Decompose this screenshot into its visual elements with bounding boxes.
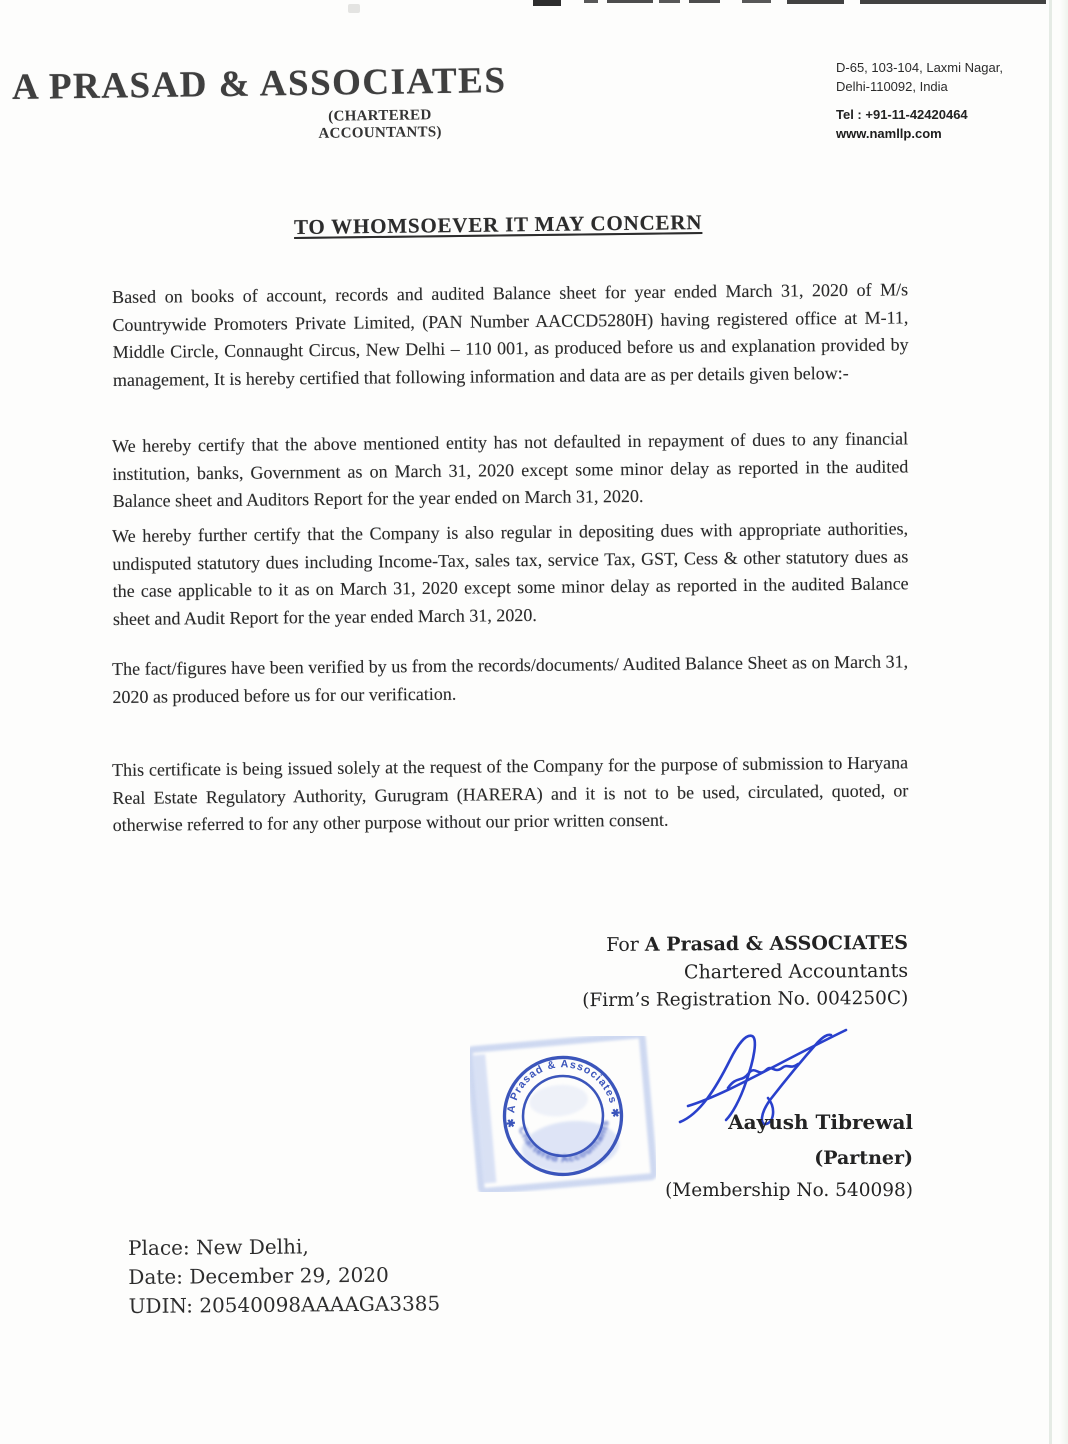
scan-smudge [348,4,360,13]
scan-artifact [659,0,680,3]
firm-subtitle: (CHARTERED ACCOUNTANTS) [318,107,442,142]
firm-stamp [470,1036,656,1192]
scan-artifact [742,0,771,3]
signer-name: Aayush Tibrewal [728,1110,913,1134]
paragraph-2: We hereby certify that the above mentioned entity has not defaulted in repayment of dues to any financial institution, banks, Government as on March 31, 2020 except some minor delay as reported in the audited Balance sheet and Auditors Report for the year ended on March 31, 2020. [112,428,909,511]
scan-crease [1049,0,1052,1444]
contact-block [836,58,1003,143]
scan-artifact [787,0,844,4]
stamp-bottom-text: Chartered Accountants [515,1119,612,1166]
signatory-firm-name: A Prasad & ASSOCIATES [644,931,908,956]
scan-edge [1060,0,1068,1444]
firm-name: A PRASAD & ASSOCIATES [11,60,507,108]
membership-number: (Membership No. 540098) [665,1180,913,1201]
letter-title: TO WHOMSOEVER IT MAY CONCERN [293,210,703,239]
scan-artifact [584,0,598,3]
paragraph-4: The fact/figures have been verified by us from the records/documents/ Audited Balance Sheet as on March 31, 2020 as produced before us for our verification. [112,651,909,707]
phone-number: Tel : +91-11-42420464 [836,107,968,122]
website-text: www.namllp.com [836,126,942,141]
address-line-2: Delhi-110092, India [836,79,948,94]
scan-artifact [689,0,720,3]
signer-block [665,1110,913,1201]
for-prefix: For [605,933,645,956]
scan-artifact [607,0,653,3]
paragraph-1: Based on books of account, records and audited Balance sheet for year ended March 31, 2020 of M/s Countrywide Promoters Private Limited, (PAN Number AACCD5280H) having registered office at M-11, Middle Circle, Connaught Circus, New Delhi – 110 001, as produced before us and explanation provided by management, It is hereby certified that following information and data are as per details given below:- [112,279,909,390]
signatory-block [582,929,909,1015]
signatory-firm-line [582,929,908,959]
place-line: Place: New Delhi, [128,1234,309,1260]
udin-line: UDIN: 20540098AAAAGA3385 [128,1291,441,1318]
address-line-1: D-65, 103-104, Laxmi Nagar, [836,60,1003,75]
firm-registration-number: (Firm’s Registration No. 004250C) [582,987,909,1012]
paragraph-5: This certificate is being issued solely at the request of the Company for the purpose of submission to Haryana Real Estate Regulatory Authority, Gurugram (HARERA) and it is not to be used, circulated, quoted, or otherwise referred to for any other purpose without our prior written consent. [112,752,909,835]
footer-block [128,1231,440,1321]
date-line: Date: December 29, 2020 [128,1262,389,1289]
paragraph-3: We hereby further certify that the Company is also regular in depositing dues with appropriate authorities, undisputed statutory dues including Income-Tax, sales tax, service Tax, GST, Cess & other statutory dues as the case applicable to it as on March 31, 2020 except some minor delay as reported in the audited Balance sheet and Audit Report for the year ended March 31, 2020. [112,518,909,629]
signer-role: (Partner) [814,1147,913,1169]
scan-artifact [533,0,561,6]
signatory-designation-line: Chartered Accountants [683,959,909,984]
scan-artifact [860,0,1046,4]
stamp-ring-text: ✱ A Prasad & Associates ✱ [505,1058,621,1129]
